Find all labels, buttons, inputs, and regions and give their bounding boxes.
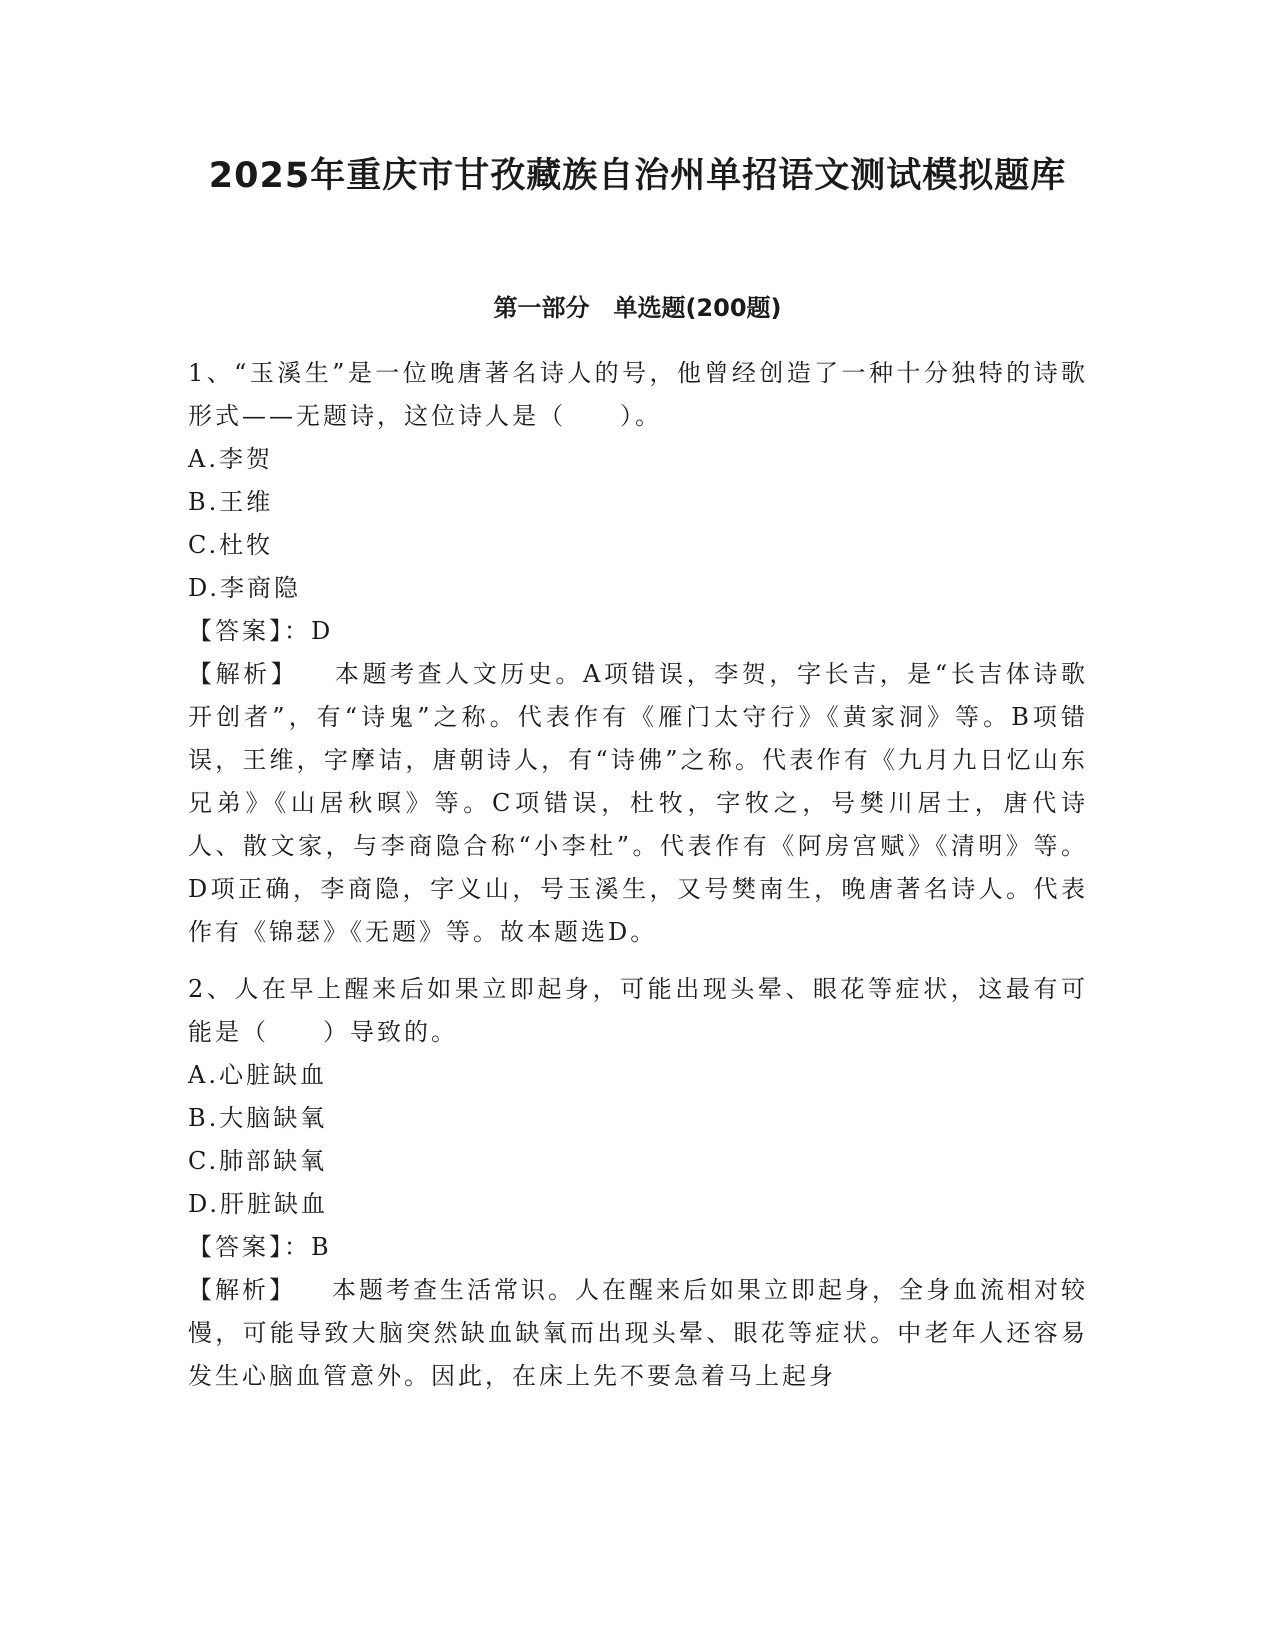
analysis-paragraph (188, 1269, 1088, 1398)
option-d: D.肝脏缺血 (188, 1190, 329, 1218)
answer-value: B (311, 1233, 332, 1261)
analysis-text: 本题考查人文历史。A项错误，李贺，字长吉，是“长吉体诗歌开创者”，有“诗鬼”之称。代表作有《雁门太守行》《黄家洞》等。B项错误，王维，字摩诘，唐朝诗人，有“诗佛”之称。代表作有《九月九日忆山东兄弟》《山居秋暝》等。C项错误，杜牧，字牧之，号樊川居士，唐代诗人、散文家，与李商隐合称“小李杜”。代表作有《阿房宫赋》《清明》等。D项正确，李商隐，字义山，号玉溪生，又号樊南生，晚唐著名诗人。代表作有《锦瑟》《无题》等。故本题选D。 (188, 660, 1089, 946)
question-stem: 1、“玉溪生”是一位晚唐著名诗人的号，他曾经创造了一种十分独特的诗歌形式——无题诗，这位诗人是（ ）。 (188, 359, 1088, 430)
answer-label: 【答案】： (188, 1233, 311, 1261)
analysis-paragraph (188, 653, 1088, 954)
question-list (188, 352, 1088, 1398)
analysis-label: 【解析】 (188, 660, 299, 688)
question-stem: 2、人在早上醒来后如果立即起身，可能出现头晕、眼花等症状，这最有可能是（ ）导致的。 (188, 975, 1088, 1046)
document-title: 2025年重庆市甘孜藏族自治州单招语文测试模拟题库 (208, 156, 1067, 196)
option-c: C.肺部缺氧 (188, 1147, 328, 1175)
question-1 (188, 352, 1088, 954)
option-b: B.大脑缺氧 (188, 1104, 328, 1132)
option-a: A.李贺 (188, 445, 273, 473)
question-2 (188, 968, 1088, 1398)
option-d: D.李商隐 (188, 574, 302, 602)
section-title: 第一部分 单选题(200题) (493, 294, 782, 322)
answer-label: 【答案】： (188, 617, 311, 645)
answer-value: D (311, 617, 334, 645)
option-a: A.心脏缺血 (188, 1061, 327, 1089)
option-b: B.王维 (188, 488, 274, 516)
answer-line (188, 1226, 1088, 1269)
analysis-label: 【解析】 (188, 1276, 296, 1304)
answer-line (188, 610, 1088, 653)
option-c: C.杜牧 (188, 531, 274, 559)
analysis-text: 本题考查生活常识。人在醒来后如果立即起身，全身血流相对较慢，可能导致大脑突然缺血缺氧而出现头晕、眼花等症状。中老年人还容易发生心脑血管意外。因此，在床上先不要急着马上起身 (188, 1276, 1088, 1390)
